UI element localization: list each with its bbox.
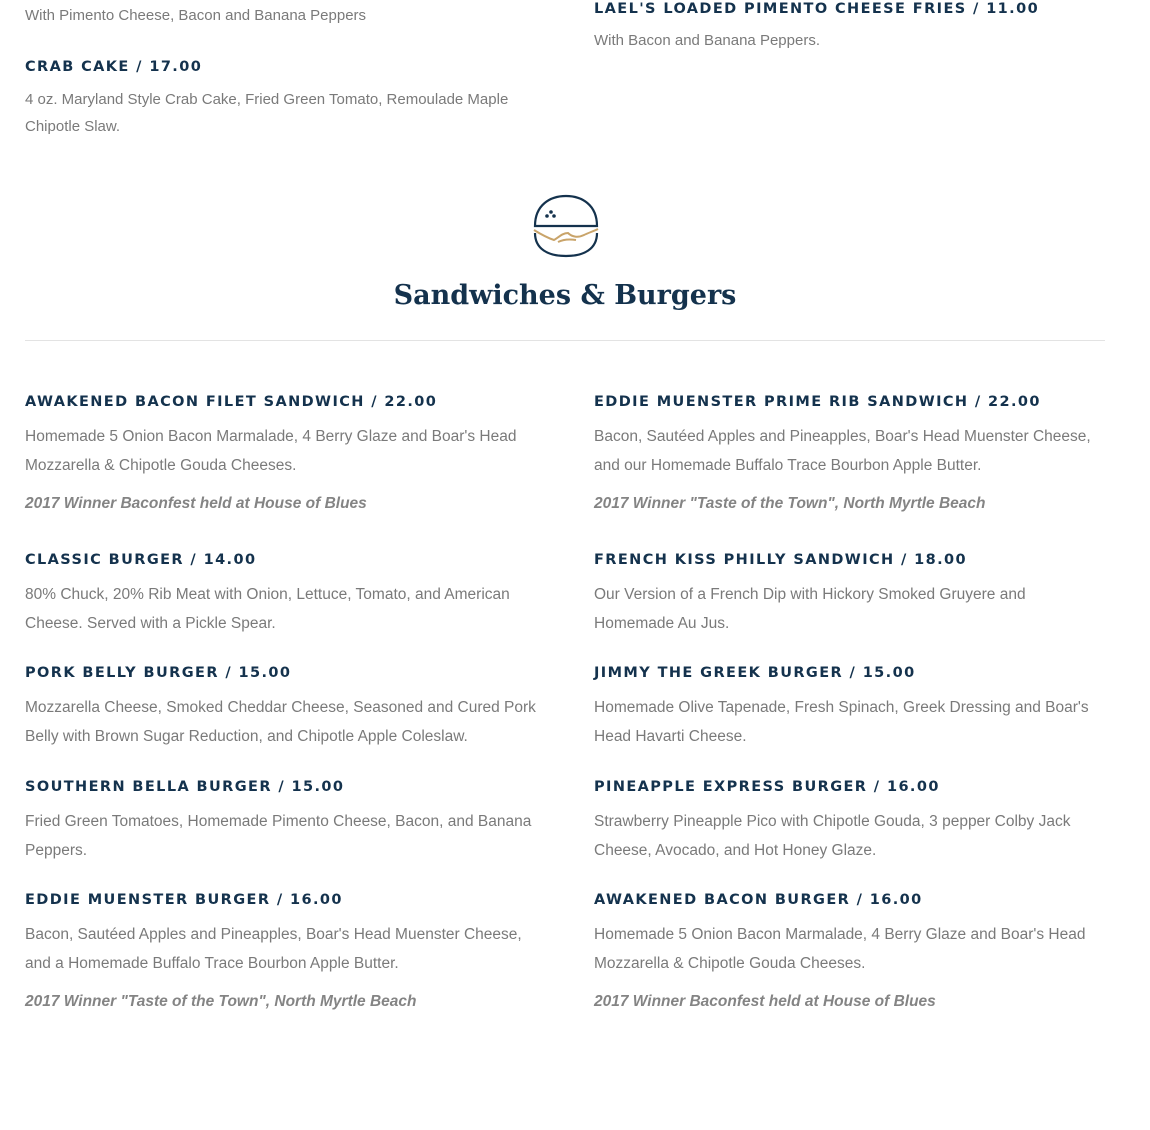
- menu-item-title: JIMMY THE GREEK BURGER / 15.00: [594, 665, 916, 681]
- menu-item-desc: Homemade 5 Onion Bacon Marmalade, 4 Berry Glaze and Boar's Head Mozzarella & Chipotle Gouda Cheeses.: [594, 926, 1086, 972]
- menu-item-title: FRENCH KISS PHILLY SANDWICH / 18.00: [594, 552, 968, 568]
- top-left-partial-desc: With Pimento Cheese, Bacon and Banana Peppers: [25, 7, 367, 24]
- menu-item-desc: 80% Chuck, 20% Rib Meat with Onion, Lettuce, Tomato, and American Cheese. Served with a Pickle Spear.: [25, 586, 510, 632]
- menu-item-lael-fries: [594, 0, 1109, 54]
- menu-item-title: LAEL'S LOADED PIMENTO CHEESE FRIES / 11.00: [594, 1, 1040, 17]
- menu-item-desc: Bacon, Sautéed Apples and Pineapples, Boar's Head Muenster Cheese, and our Homemade Buffalo Trace Bourbon Apple Butter.: [594, 428, 1091, 474]
- menu-item-title: PINEAPPLE EXPRESS BURGER / 16.00: [594, 779, 940, 795]
- menu-item-eddie-muenster-burger: [25, 891, 540, 1012]
- menu-item-desc: Bacon, Sautéed Apples and Pineapples, Boar's Head Muenster Cheese, and a Homemade Buffalo Trace Bourbon Apple Butter.: [25, 926, 522, 972]
- section-divider: [25, 340, 1105, 341]
- menu-item-desc: With Bacon and Banana Peppers.: [594, 32, 820, 49]
- menu-item-eddie-muenster-prime-rib: [594, 393, 1109, 514]
- menu-item-desc: Homemade Olive Tapenade, Fresh Spinach, Greek Dressing and Boar's Head Havarti Cheese.: [594, 699, 1089, 745]
- menu-item-title: EDDIE MUENSTER PRIME RIB SANDWICH / 22.00: [594, 394, 1041, 410]
- menu-item-jimmy-the-greek-burger: [594, 664, 1109, 751]
- menu-item-title: PORK BELLY BURGER / 15.00: [25, 665, 292, 681]
- menu-item-title: AWAKENED BACON FILET SANDWICH / 22.00: [25, 394, 438, 410]
- section-title: Sandwiches & Burgers: [393, 280, 737, 311]
- menu-item-pork-belly-burger: [25, 664, 540, 751]
- menu-item-crab-cake: [25, 58, 540, 140]
- menu-item-desc: Homemade 5 Onion Bacon Marmalade, 4 Berry Glaze and Boar's Head Mozzarella & Chipotle Gouda Cheeses.: [25, 428, 517, 474]
- menu-item-pineapple-express-burger: [594, 778, 1109, 865]
- menu-item-desc: Strawberry Pineapple Pico with Chipotle Gouda, 3 pepper Colby Jack Cheese, Avocado, and Hot Honey Glaze.: [594, 813, 1071, 859]
- menu-item-title: CRAB CAKE / 17.00: [25, 59, 203, 75]
- menu-item-awakened-bacon-burger: [594, 891, 1109, 1012]
- menu-item-award-note: 2017 Winner "Taste of the Town", North Myrtle Beach: [25, 993, 417, 1010]
- menu-item-desc: 4 oz. Maryland Style Crab Cake, Fried Green Tomato, Remoulade Maple Chipotle Slaw.: [25, 91, 509, 135]
- menu-item-title: SOUTHERN BELLA BURGER / 15.00: [25, 779, 345, 795]
- menu-item-desc: Fried Green Tomatoes, Homemade Pimento Cheese, Bacon, and Banana Peppers.: [25, 813, 532, 859]
- menu-item-southern-bella-burger: [25, 778, 540, 865]
- menu-item-award-note: 2017 Winner "Taste of the Town", North Myrtle Beach: [594, 495, 986, 512]
- menu-item-classic-burger: [25, 551, 540, 638]
- menu-item-award-note: 2017 Winner Baconfest held at House of Blues: [594, 993, 936, 1010]
- menu-item-title: AWAKENED BACON BURGER / 16.00: [594, 892, 923, 908]
- menu-item-award-note: 2017 Winner Baconfest held at House of Blues: [25, 495, 367, 512]
- menu-item-desc: Mozzarella Cheese, Smoked Cheddar Cheese, Seasoned and Cured Pork Belly with Brown Sugar Reduction, and Chipotle Apple Coleslaw.: [25, 699, 536, 745]
- menu-item-french-kiss-philly: [594, 551, 1109, 638]
- menu-item-awakened-bacon-filet: [25, 393, 540, 514]
- menu-item-desc: Our Version of a French Dip with Hickory Smoked Gruyere and Homemade Au Jus.: [594, 586, 1026, 632]
- menu-item-title: EDDIE MUENSTER BURGER / 16.00: [25, 892, 343, 908]
- burger-icon: [532, 193, 600, 259]
- menu-item-title: CLASSIC BURGER / 14.00: [25, 552, 257, 568]
